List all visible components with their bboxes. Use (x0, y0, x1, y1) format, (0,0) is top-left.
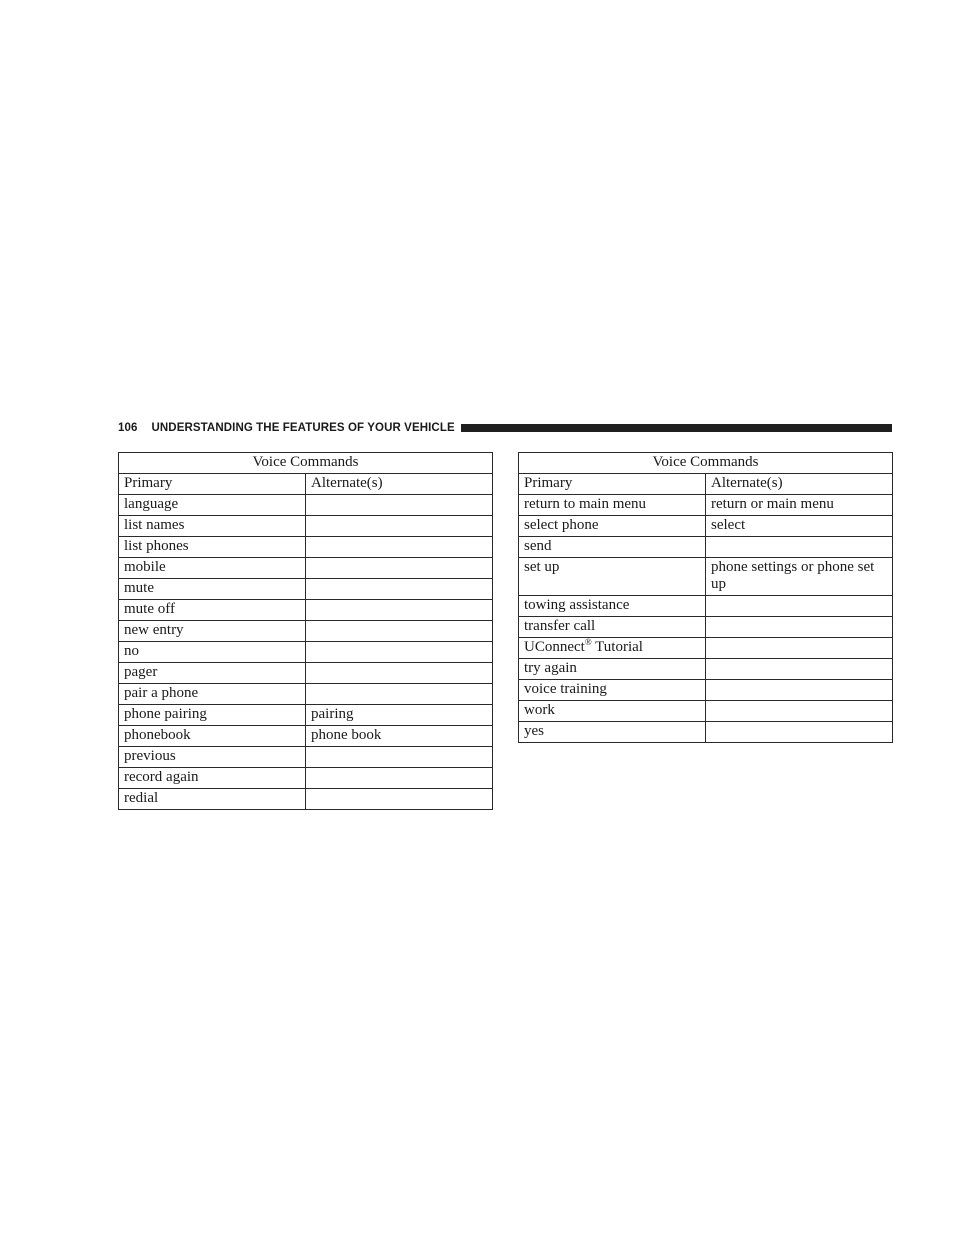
alternate-command-cell (306, 705, 493, 726)
table-row (119, 684, 493, 705)
table-row (119, 705, 493, 726)
table-row (119, 768, 493, 789)
table-row (519, 495, 893, 516)
alternate-command-cell (306, 600, 493, 621)
table-row (519, 558, 893, 596)
alternate-command-cell (306, 579, 493, 600)
table-row (519, 701, 893, 722)
table-row (519, 638, 893, 659)
table-row (119, 747, 493, 768)
primary-command-text: yes (524, 723, 544, 739)
primary-command-cell (119, 684, 306, 705)
primary-command-cell (519, 596, 706, 617)
primary-command-text: send (524, 538, 552, 554)
primary-command-text: list phones (124, 538, 189, 554)
table-row (519, 680, 893, 701)
primary-command-cell (519, 516, 706, 537)
alternate-command-cell (306, 495, 493, 516)
primary-command-cell (119, 600, 306, 621)
primary-command-suffix: Tutorial (591, 639, 643, 655)
table-row (119, 621, 493, 642)
alternate-command-cell (706, 722, 893, 743)
alternate-command-cell (706, 596, 893, 617)
primary-command-text: redial (124, 790, 159, 806)
table-row (119, 516, 493, 537)
primary-command-text: return to main menu (524, 496, 647, 512)
primary-command-text: list names (124, 517, 185, 533)
primary-command-text: phone pairing (124, 706, 207, 722)
primary-command-cell (519, 659, 706, 680)
alternate-command-cell (306, 516, 493, 537)
alternate-command-cell (306, 768, 493, 789)
primary-command-text: language (124, 496, 179, 512)
table-row (119, 642, 493, 663)
table-row (119, 726, 493, 747)
primary-command-cell (519, 680, 706, 701)
primary-command-cell (119, 705, 306, 726)
primary-command-cell (519, 722, 706, 743)
table-row (119, 579, 493, 600)
table-row (519, 722, 893, 743)
primary-command-text: mute off (124, 601, 175, 617)
primary-command-cell (119, 495, 306, 516)
section-title: UNDERSTANDING THE FEATURES OF YOUR VEHICLE (151, 422, 455, 434)
table-row (519, 596, 893, 617)
primary-command-cell (119, 726, 306, 747)
primary-command-text: no (124, 643, 139, 659)
alternate-command-cell (306, 537, 493, 558)
registered-mark: ® (584, 637, 592, 647)
alternate-command-cell (306, 789, 493, 810)
primary-command-cell (519, 558, 706, 596)
alternate-command-cell (306, 684, 493, 705)
primary-command-text: new entry (124, 622, 184, 638)
primary-command-cell (519, 617, 706, 638)
alternate-command-cell (706, 659, 893, 680)
alternate-command-cell (706, 638, 893, 659)
primary-command-text: UConnect (524, 639, 585, 655)
primary-command-text: mobile (124, 559, 166, 575)
table-row (119, 789, 493, 810)
primary-command-text: set up (524, 559, 560, 575)
page-number: 106 (118, 422, 138, 434)
alternate-command-cell (706, 537, 893, 558)
table-row (119, 537, 493, 558)
alternate-command-text: phone settings or phone set up (711, 559, 875, 592)
alternate-command-cell (306, 621, 493, 642)
table-title: Voice Commands (519, 453, 893, 474)
header-rule (461, 424, 892, 432)
alternate-command-cell (306, 726, 493, 747)
alternate-command-cell (306, 747, 493, 768)
primary-command-cell (119, 579, 306, 600)
primary-command-cell (119, 663, 306, 684)
alternate-command-cell (306, 558, 493, 579)
alternate-command-text: select (711, 517, 746, 533)
table-row (519, 659, 893, 680)
alternate-command-cell (306, 663, 493, 684)
primary-command-text: work (524, 702, 555, 718)
primary-command-cell (119, 789, 306, 810)
table-row (119, 663, 493, 684)
alternate-command-cell (306, 642, 493, 663)
column-header-alternate: Alternate(s) (706, 474, 893, 495)
primary-command-cell (119, 621, 306, 642)
primary-command-text: record again (124, 769, 199, 785)
table-title: Voice Commands (119, 453, 493, 474)
voice-commands-table-right (518, 452, 893, 743)
table-row (119, 558, 493, 579)
column-header-primary: Primary (119, 474, 306, 495)
primary-command-cell (519, 638, 706, 659)
primary-command-cell (119, 747, 306, 768)
primary-command-text: pair a phone (124, 685, 199, 701)
primary-command-text: voice training (524, 681, 607, 697)
alternate-command-cell (706, 701, 893, 722)
primary-command-text: select phone (524, 517, 599, 533)
alternate-command-cell (706, 617, 893, 638)
primary-command-text: pager (124, 664, 158, 680)
alternate-command-cell (706, 495, 893, 516)
primary-command-text: towing assistance (524, 597, 630, 613)
table-row (519, 516, 893, 537)
primary-command-text: phonebook (124, 727, 191, 743)
primary-command-cell (119, 768, 306, 789)
primary-command-cell (119, 516, 306, 537)
primary-command-cell (119, 642, 306, 663)
primary-command-cell (119, 537, 306, 558)
primary-command-cell (519, 495, 706, 516)
page-header (118, 420, 892, 436)
table-row (119, 495, 493, 516)
primary-command-text: transfer call (524, 618, 596, 634)
column-header-primary: Primary (519, 474, 706, 495)
table-title-row (519, 453, 893, 474)
alternate-command-text: return or main menu (711, 496, 834, 512)
primary-command-text: mute (124, 580, 154, 596)
table-row (519, 617, 893, 638)
table-row (519, 537, 893, 558)
table-header-row (119, 474, 493, 495)
column-header-alternate: Alternate(s) (306, 474, 493, 495)
alternate-command-text: pairing (311, 706, 354, 722)
table-header-row (519, 474, 893, 495)
primary-command-cell (519, 701, 706, 722)
voice-commands-table-left (118, 452, 493, 810)
table-row (119, 600, 493, 621)
alternate-command-cell (706, 680, 893, 701)
alternate-command-text: phone book (311, 727, 382, 743)
primary-command-text: previous (124, 748, 176, 764)
table-title-row (119, 453, 493, 474)
primary-command-text: try again (524, 660, 577, 676)
primary-command-cell (519, 537, 706, 558)
alternate-command-cell (706, 516, 893, 537)
primary-command-cell (119, 558, 306, 579)
alternate-command-cell (706, 558, 893, 596)
